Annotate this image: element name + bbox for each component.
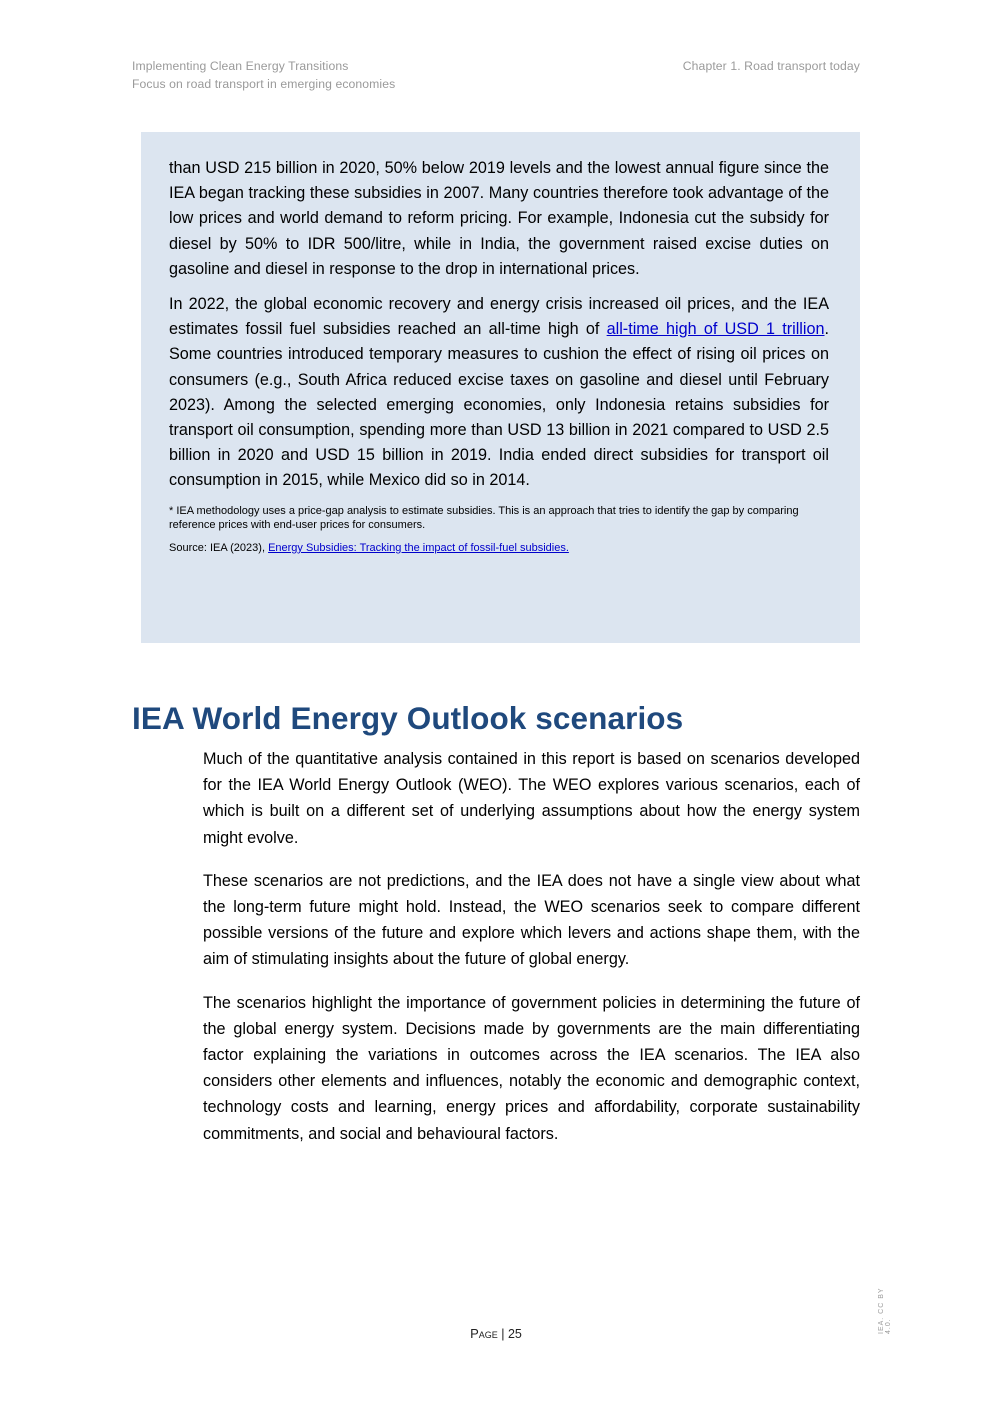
subsidies-trillion-link[interactable]: all-time high of USD 1 trillion	[606, 320, 825, 339]
page-number: 25	[507, 1327, 522, 1341]
box-paragraph: than USD 215 billion in 2020, 50% below 2019 levels and the lowest annual figure since the IEA began tracking these subsidies in 2007. Many countries therefore took advantage of the low prices and world demand to reform pricing. For example, Indonesia cut the subsidy for diesel by 50% to IDR 500/litre, while in India, the government raised excise duties on gasoline and diesel in response to the drop in international prices.	[169, 159, 829, 278]
source-label: Source: IEA (2023),	[169, 541, 269, 554]
license-side-text: IEA. CC BY 4.0.	[878, 1287, 892, 1334]
body-paragraph: The scenarios highlight the importance of government policies in determining the future of the global energy system. Decisions made by governments are the main differentiating factor explaining the variations in outcomes across the IEA scenarios. The IEA also considers other elements and influences, notably the economic and demographic context, technology costs and learning, energy prices and affordability, corporate sustainability commitments, and social and behavioural factors.	[203, 993, 860, 1143]
page-footer	[0, 1326, 992, 1341]
page-separator: |	[497, 1327, 508, 1341]
box-text: . Some countries introduced temporary measures to cushion the effect of rising oil prices on consumers (e.g., South Africa reduced excise taxes on gasoline and diesel until February 2023). Among the selected emerging economies, only Indonesia retains subsidies for transport oil consumption, spending more than USD 13 billion in 2021 compared to USD 2.5 billion in 2020 and USD 15 billion in 2019. India ended direct subsidies for transport oil consumption in 2015, while Mexico did so in 2014.	[169, 320, 829, 490]
box-text: In 2022, the global economic recovery and energy crisis increased oil prices, and the IEA estimates fossil fuel subsidies reached an all-time high of	[169, 295, 829, 339]
box-paragraph	[169, 292, 829, 494]
section-body	[203, 746, 860, 1164]
report-title: Implementing Clean Energy Transitions	[132, 59, 349, 73]
section-heading: IEA World Energy Outlook scenarios	[132, 700, 684, 736]
page-label: Page	[470, 1326, 498, 1341]
body-paragraph: These scenarios are not predictions, and the IEA does not have a single view about what the long-term future might hold. Instead, the WEO scenarios seek to compare different possible versions of the future and explore which levers and actions shape them, with the aim of stimulating insights about the future of global energy.	[203, 871, 860, 969]
box-source	[169, 541, 829, 555]
subsidies-box	[141, 132, 860, 643]
source-link[interactable]: Energy Subsidies: Tracking the impact of fossil-fuel subsidies.	[268, 541, 569, 554]
report-subtitle: Focus on road transport in emerging economies	[132, 76, 396, 91]
body-paragraph: Much of the quantitative analysis contained in this report is based on scenarios developed for the IEA World Energy Outlook (WEO). The WEO explores various scenarios, each of which is built on a different set of underlying assumptions about how the energy system might evolve.	[203, 750, 860, 847]
box-footnote: * IEA methodology uses a price-gap analysis to estimate subsidies. This is an approach that tries to identify the gap by comparing reference prices with end-user prices for consumers.	[169, 504, 799, 531]
running-header-left	[132, 58, 395, 93]
chapter-header: Chapter 1. Road transport today	[682, 59, 860, 73]
